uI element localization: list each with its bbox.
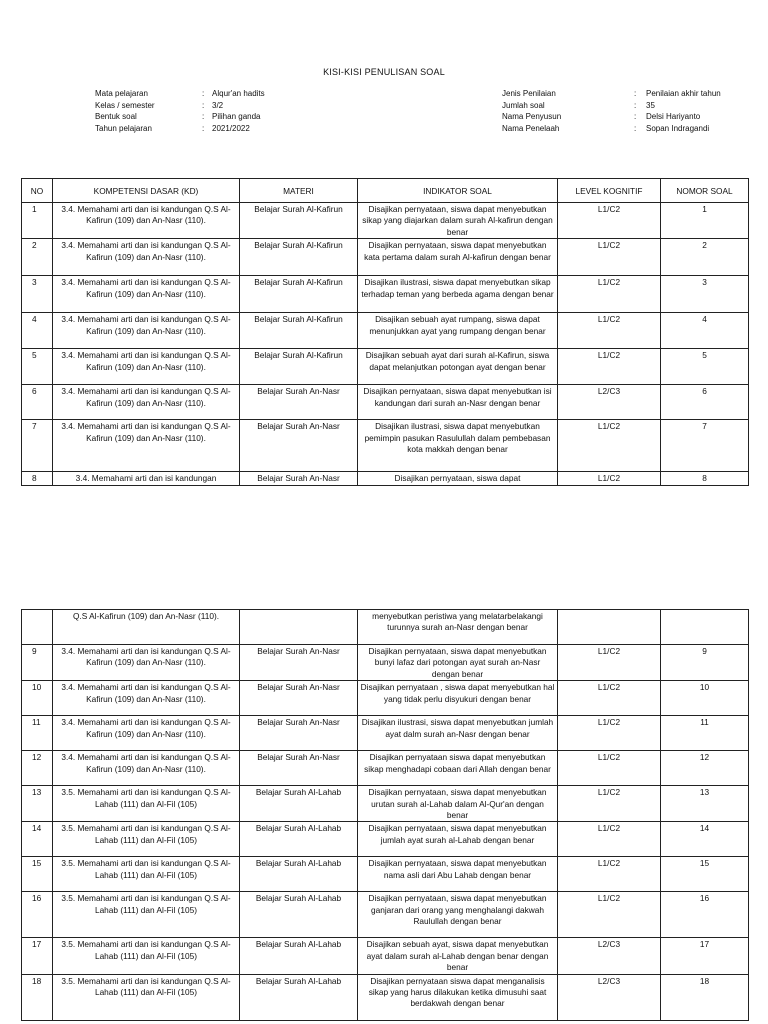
cell-no: 8 [22, 472, 53, 485]
cell-kd: 3.4. Memahami arti dan isi kandungan Q.S Al-Kafirun (109) dan An-Nasr (110). [53, 203, 240, 239]
meta-row-author [502, 111, 721, 123]
cell-kd: 3.5. Memahami arti dan isi kandungan Q.S Al-Lahab (111) dan Al-Fil (105) [53, 857, 240, 892]
cell-level: L1/C2 [558, 420, 661, 472]
cell-kd: 3.4. Memahami arti dan isi kandungan Q.S Al-Kafirun (109) dan An-Nasr (110). [53, 716, 240, 751]
cell-indikator: Disajikan ilustrasi, siswa dapat menyebutkan pemimpin pasukan Rasulullah dalam pembebasan kota makkah dengan benar [358, 420, 558, 472]
cell-materi: Belajar Surah Al-Kafirun [240, 349, 358, 385]
meta-row-subject [95, 88, 265, 100]
cell-no: 6 [22, 385, 53, 420]
table-row [22, 472, 749, 485]
cell-indikator: Disajikan pernyataan, siswa dapat menyebutkan isi kandungan dari surah an-Nasr dengan benar [358, 385, 558, 420]
cell-no: 13 [22, 786, 53, 822]
meta-label: Nama Penelaah [502, 123, 560, 133]
meta-row-question-count [502, 100, 721, 112]
cell-kd: 3.4. Memahami arti dan isi kandungan [53, 472, 240, 485]
table-row [22, 822, 749, 857]
meta-colon: : [202, 112, 205, 122]
cell-indikator: Disajikan pernyataan, siswa dapat menyebutkan urutan surah al-Lahab dalam Al-Qur'an dengan benar [358, 786, 558, 822]
cell-no: 18 [22, 974, 53, 1020]
cell-nomor: 17 [661, 938, 749, 974]
cell-no: 3 [22, 276, 53, 313]
header-no: NO [22, 179, 53, 203]
cell-no: 11 [22, 716, 53, 751]
meta-colon: : [634, 112, 637, 122]
meta-value: Pilihan ganda [212, 112, 261, 122]
cell-level: L1/C2 [558, 645, 661, 681]
cell-materi: Belajar Surah Al-Kafirun [240, 313, 358, 349]
cell-level: L1/C2 [558, 239, 661, 276]
cell-no: 2 [22, 239, 53, 276]
cell-level: L1/C2 [558, 349, 661, 385]
cell-level [558, 610, 661, 645]
header-materi: MATERI [240, 179, 358, 203]
cell-nomor: 3 [661, 276, 749, 313]
cell-nomor: 1 [661, 203, 749, 239]
meta-left [95, 88, 265, 134]
cell-no: 17 [22, 938, 53, 974]
meta-value: 35 [646, 100, 655, 110]
document-title: KISI-KISI PENULISAN SOAL [323, 67, 445, 77]
header-nomor: NOMOR SOAL [661, 179, 749, 203]
cell-kd: 3.5. Memahami arti dan isi kandungan Q.S Al-Lahab (111) dan Al-Fil (105) [53, 938, 240, 974]
cell-indikator: Disajikan pernyataan, siswa dapat menyebutkan kata pertama dalam surah Al-kafirun dengan benar [358, 239, 558, 276]
cell-level: L1/C2 [558, 472, 661, 485]
cell-materi: Belajar Surah Al-Kafirun [240, 276, 358, 313]
cell-materi: Belajar Surah Al-Lahab [240, 974, 358, 1020]
cell-level: L1/C2 [558, 681, 661, 716]
cell-no: 16 [22, 892, 53, 938]
cell-kd: 3.4. Memahami arti dan isi kandungan Q.S Al-Kafirun (109) dan An-Nasr (110). [53, 420, 240, 472]
cell-no: 5 [22, 349, 53, 385]
cell-level: L1/C2 [558, 892, 661, 938]
cell-level: L2/C3 [558, 938, 661, 974]
cell-nomor: 6 [661, 385, 749, 420]
cell-nomor: 2 [661, 239, 749, 276]
meta-label: Jumlah soal [502, 100, 545, 110]
cell-nomor [661, 610, 749, 645]
table-body [22, 610, 749, 1021]
meta-colon: : [202, 100, 205, 110]
cell-indikator: Disajikan pernyataan siswa dapat menyebutkan sikap menghadapi cobaan dari Allah dengan benar [358, 751, 558, 786]
cell-no: 10 [22, 681, 53, 716]
cell-nomor: 13 [661, 786, 749, 822]
cell-nomor: 16 [661, 892, 749, 938]
meta-right [502, 88, 721, 134]
table-row [22, 610, 749, 645]
meta-value: Delsi Hariyanto [646, 112, 701, 122]
cell-materi [240, 610, 358, 645]
cell-materi: Belajar Surah An-Nasr [240, 385, 358, 420]
cell-materi: Belajar Surah Al-Lahab [240, 938, 358, 974]
cell-no: 12 [22, 751, 53, 786]
cell-materi: Belajar Surah An-Nasr [240, 472, 358, 485]
cell-nomor: 4 [661, 313, 749, 349]
table-row [22, 385, 749, 420]
cell-kd: 3.5. Memahami arti dan isi kandungan Q.S Al-Lahab (111) dan Al-Fil (105) [53, 974, 240, 1020]
cell-nomor: 11 [661, 716, 749, 751]
table-row [22, 786, 749, 822]
cell-materi: Belajar Surah An-Nasr [240, 751, 358, 786]
meta-colon: : [634, 100, 637, 110]
cell-materi: Belajar Surah An-Nasr [240, 420, 358, 472]
cell-materi: Belajar Surah An-Nasr [240, 681, 358, 716]
cell-level: L1/C2 [558, 751, 661, 786]
cell-materi: Belajar Surah Al-Lahab [240, 857, 358, 892]
cell-level: L1/C2 [558, 857, 661, 892]
cell-indikator: Disajikan ilustrasi, siswa dapat menyebutkan jumlah ayat dalm surah an-Nasr dengan benar [358, 716, 558, 751]
cell-no: 9 [22, 645, 53, 681]
cell-level: L1/C2 [558, 203, 661, 239]
meta-colon: : [202, 123, 205, 133]
meta-value: Alqur'an hadits [212, 89, 265, 98]
cell-indikator: Disajikan sebuah ayat rumpang, siswa dapat menunjukkan ayat yang rumpang dengan benar [358, 313, 558, 349]
meta-row-class [95, 100, 265, 112]
table-row [22, 681, 749, 716]
cell-kd: 3.4. Memahami arti dan isi kandungan Q.S Al-Kafirun (109) dan An-Nasr (110). [53, 276, 240, 313]
cell-indikator: Disajikan pernyataan , siswa dapat menyebutkan hal yang tidak perlu disyukuri dengan benar [358, 681, 558, 716]
table-row [22, 313, 749, 349]
meta-value: Penilaian akhir tahun [646, 89, 721, 98]
table-body [22, 203, 749, 486]
cell-nomor: 5 [661, 349, 749, 385]
header-level: LEVEL KOGNITIF [558, 179, 661, 203]
cell-indikator: Disajikan sebuah ayat, siswa dapat menyebutkan ayat dalam surah al-Lahab dengan benar dengan benar [358, 938, 558, 974]
cell-kd: 3.5. Memahami arti dan isi kandungan Q.S Al-Lahab (111) dan Al-Fil (105) [53, 786, 240, 822]
meta-colon: : [202, 89, 205, 98]
table-header-row [22, 179, 749, 203]
cell-no: 1 [22, 203, 53, 239]
table-row [22, 857, 749, 892]
table-row [22, 349, 749, 385]
header-kd: KOMPETENSI DASAR (KD) [53, 179, 240, 203]
cell-indikator: Disajikan pernyataan siswa dapat menganalisis sikap yang harus dilakukan ketika dimusuhi saat berdakwah dengan benar [358, 974, 558, 1020]
cell-indikator: Disajikan pernyataan, siswa dapat [358, 472, 558, 485]
cell-indikator: Disajikan pernyataan, siswa dapat menyebutkan sikap yang diajarkan dalam surah Al-kafirun dengan benar [358, 203, 558, 239]
cell-indikator: Disajikan pernyataan, siswa dapat menyebutkan bunyi lafaz dari potongan ayat surah an-Nasr dengan benar [358, 645, 558, 681]
cell-level: L2/C3 [558, 974, 661, 1020]
cell-no: 4 [22, 313, 53, 349]
cell-indikator: Disajikan pernyataan, siswa dapat menyebutkan jumlah ayat surah al-Lahab dengan benar [358, 822, 558, 857]
cell-materi: Belajar Surah Al-Kafirun [240, 239, 358, 276]
meta-row-question-type [95, 111, 265, 123]
meta-label: Tahun pelajaran [95, 123, 152, 133]
cell-indikator: Disajikan pernyataan, siswa dapat menyebutkan nama asli dari Abu Lahab dengan benar [358, 857, 558, 892]
cell-nomor: 12 [661, 751, 749, 786]
cell-kd: 3.4. Memahami arti dan isi kandungan Q.S Al-Kafirun (109) dan An-Nasr (110). [53, 751, 240, 786]
grid-table-page-2 [21, 609, 749, 1021]
cell-kd: 3.4. Memahami arti dan isi kandungan Q.S Al-Kafirun (109) dan An-Nasr (110). [53, 349, 240, 385]
cell-no: 14 [22, 822, 53, 857]
table-row [22, 420, 749, 472]
meta-label: Bentuk soal [95, 112, 137, 122]
cell-indikator: menyebutkan peristiwa yang melatarbelakangi turunnya surah an-Nasr dengan benar [358, 610, 558, 645]
cell-materi: Belajar Surah Al-Kafirun [240, 203, 358, 239]
table-row [22, 716, 749, 751]
cell-kd: 3.4. Memahami arti dan isi kandungan Q.S Al-Kafirun (109) dan An-Nasr (110). [53, 239, 240, 276]
cell-indikator: Disajikan ilustrasi, siswa dapat menyebutkan sikap terhadap teman yang berbeda agama dengan benar [358, 276, 558, 313]
cell-kd: 3.4. Memahami arti dan isi kandungan Q.S Al-Kafirun (109) dan An-Nasr (110). [53, 681, 240, 716]
cell-kd: 3.4. Memahami arti dan isi kandungan Q.S Al-Kafirun (109) dan An-Nasr (110). [53, 385, 240, 420]
meta-label: Jenis Penilaian [502, 89, 556, 98]
cell-kd: 3.5. Memahami arti dan isi kandungan Q.S Al-Lahab (111) dan Al-Fil (105) [53, 892, 240, 938]
meta-label: Kelas / semester [95, 100, 155, 110]
cell-level: L1/C2 [558, 822, 661, 857]
cell-materi: Belajar Surah An-Nasr [240, 645, 358, 681]
cell-level: L1/C2 [558, 313, 661, 349]
cell-kd: 3.4. Memahami arti dan isi kandungan Q.S Al-Kafirun (109) dan An-Nasr (110). [53, 645, 240, 681]
cell-kd: 3.4. Memahami arti dan isi kandungan Q.S Al-Kafirun (109) dan An-Nasr (110). [53, 313, 240, 349]
cell-indikator: Disajikan sebuah ayat dari surah al-Kafirun, siswa dapat melanjutkan potongan ayat dengan benar [358, 349, 558, 385]
cell-materi: Belajar Surah Al-Lahab [240, 892, 358, 938]
cell-nomor: 10 [661, 681, 749, 716]
cell-kd: 3.5. Memahami arti dan isi kandungan Q.S Al-Lahab (111) dan Al-Fil (105) [53, 822, 240, 857]
cell-no: 7 [22, 420, 53, 472]
table-row [22, 645, 749, 681]
cell-level: L1/C2 [558, 276, 661, 313]
meta-value: 2021/2022 [212, 123, 250, 133]
cell-materi: Belajar Surah Al-Lahab [240, 786, 358, 822]
table-row [22, 203, 749, 239]
table-row [22, 239, 749, 276]
cell-level: L1/C2 [558, 786, 661, 822]
cell-nomor: 8 [661, 472, 749, 485]
cell-nomor: 18 [661, 974, 749, 1020]
cell-no [22, 610, 53, 645]
meta-label: Nama Penyusun [502, 112, 562, 122]
meta-row-assessment [502, 88, 721, 100]
cell-materi: Belajar Surah An-Nasr [240, 716, 358, 751]
meta-row-year [95, 123, 265, 135]
meta-colon: : [634, 89, 637, 98]
cell-indikator: Disajikan pernyataan, siswa dapat menyebutkan ganjaran dari orang yang menghalangi dakwah Raulullah dengan benar [358, 892, 558, 938]
table-row [22, 751, 749, 786]
cell-nomor: 7 [661, 420, 749, 472]
cell-no: 15 [22, 857, 53, 892]
table-row [22, 892, 749, 938]
meta-row-reviewer [502, 123, 721, 135]
meta-value: 3/2 [212, 100, 224, 110]
grid-table-page-1 [21, 178, 749, 486]
meta-colon: : [634, 123, 637, 133]
table-row [22, 974, 749, 1020]
cell-nomor: 15 [661, 857, 749, 892]
header-indikator: INDIKATOR SOAL [358, 179, 558, 203]
cell-kd: Q.S Al-Kafirun (109) dan An-Nasr (110). [53, 610, 240, 645]
cell-level: L2/C3 [558, 385, 661, 420]
cell-level: L1/C2 [558, 716, 661, 751]
cell-nomor: 9 [661, 645, 749, 681]
meta-value: Sopan Indragandi [646, 123, 710, 133]
cell-materi: Belajar Surah Al-Lahab [240, 822, 358, 857]
meta-label: Mata pelajaran [95, 89, 148, 98]
cell-nomor: 14 [661, 822, 749, 857]
table-row [22, 276, 749, 313]
table-row [22, 938, 749, 974]
